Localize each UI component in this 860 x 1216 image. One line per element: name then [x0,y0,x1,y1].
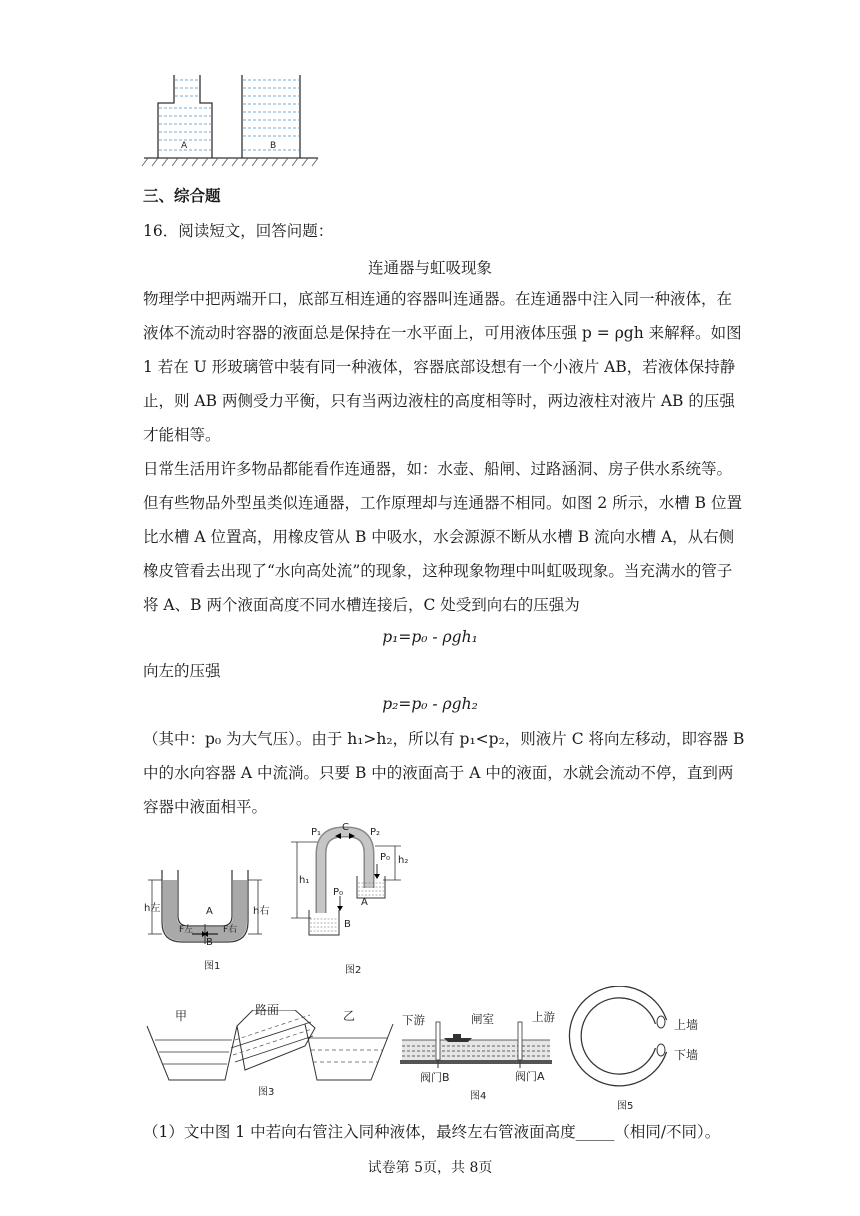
fig4-upstream: 上游 [532,1010,555,1024]
paragraph-line: 比水槽 A 位置高，用橡皮管从 B 中吸水，水会源源不断从水槽 B 流向水槽 A，从右侧 [143,528,735,546]
paragraph-line: 才能相等。 [143,426,221,444]
page-footer: 试卷第 5页，共 8页 [367,1160,493,1176]
formula-p2: p₂=p₀ - ρgh₂ [382,695,478,713]
fig2-h1: h₁ [299,875,310,886]
paragraph-line: 将 A、B 两个液面高度不同水槽连接后，C 处受到向右的压强为 [143,596,580,614]
fig1-f-left: F左 [179,925,194,935]
question-text: 16．阅读短文，回答问题： [143,222,334,240]
fig5-upper-wall: 上墙 [674,1018,699,1032]
fig1-h-left: h左 [144,903,161,914]
paragraph-line: 止，则 AB 两侧受力平衡，只有当两边液柱的高度相等时，两边液柱对液片 AB 的压强 [143,392,735,410]
fig1-h-right: h右 [253,906,270,917]
fig2-caption: 图2 [345,965,362,976]
fig1-caption: 图1 [204,961,221,972]
fig3-jia: 甲 [175,1009,188,1023]
fig2-c: C [342,822,349,833]
top-figure-label-b: B [270,141,277,151]
left-pressure-label: 向左的压强 [143,662,221,680]
fig3-caption: 图3 [258,1087,275,1098]
top-figure-label-a: A [181,141,188,151]
paragraph-line: 物理学中把两端开口，底部互相连通的容器叫连通器。在连通器中注入同一种液体，在 [143,290,733,308]
paragraph-line: 液体不流动时容器的液面总是保持在一水平面上，可用液体压强 p = ρgh 来解释。如图 [143,324,742,342]
paragraph-line: 日常生活用许多物品都能看作连通器，如：水壶、船闸、过路涵洞、房子供水系统等。 [143,460,733,478]
fig4-downstream: 下游 [402,1013,425,1027]
fig2-label-b: B [344,919,351,930]
top-container-figure [140,70,320,170]
fig2-label-a: A [361,897,368,908]
section-title: 三、综合题 [143,186,221,205]
fig3-road: 路面 [255,1003,280,1017]
paragraph-line: 1 若在 U 形玻璃管中装有同一种液体，容器底部设想有一个小液片 AB，若液体保持静 [143,358,736,376]
fig2-p0-left: P₀ [333,887,344,898]
fig4-valve-b: 阀门B [420,1071,450,1084]
paragraph-line: 橡皮管看去出现了“水向高处流”的现象，这种现象物理中叫虹吸现象。当充满水的管子 [143,562,733,580]
fig5-lower-wall: 下墙 [674,1048,699,1062]
fig4-caption: 图4 [470,1091,487,1102]
fig2-p2: P₂ [370,827,381,838]
fig4-valve-a: 阀门A [515,1070,545,1083]
fig2-p1: P₁ [311,827,322,838]
paragraph-line: 但有些物品外型虽类似连通器，工作原理却与连通器不相同。如图 2 所示，水槽 B 位置 [143,494,742,512]
formula-p1: p₁=p₀ - ρgh₁ [382,628,478,646]
fig1-label-b: B [206,937,213,948]
fig1-label-a: A [206,906,213,917]
fig2-p0-right: P₀ [380,852,391,863]
paragraph-line: （其中：p₀ 为大气压）。由于 h₁>h₂，所以有 p₁<p₂，则液片 C 将向左移动，即容器 B [143,730,745,748]
sub-question-1: （1）文中图 1 中若向右管注入同种液体，最终左右管液面高度_____（相同/不同）。 [143,1123,721,1141]
fig3-yi: 乙 [343,1009,356,1023]
fig2-h2: h₂ [398,855,409,866]
fig5-caption: 图5 [617,1101,634,1112]
article-title: 连通器与虹吸现象 [367,259,492,277]
paragraph-line: 中的水向容器 A 中流淌。只要 B 中的液面高于 A 中的液面，水就会流动不停，直到两 [143,764,734,782]
fig5-ring-pipe-diagram [565,986,675,1094]
fig1-f-right: F右 [223,925,238,935]
paragraph-line: 容器中液面相平。 [143,798,268,816]
fig4-chamber: 闸室 [471,1012,494,1026]
